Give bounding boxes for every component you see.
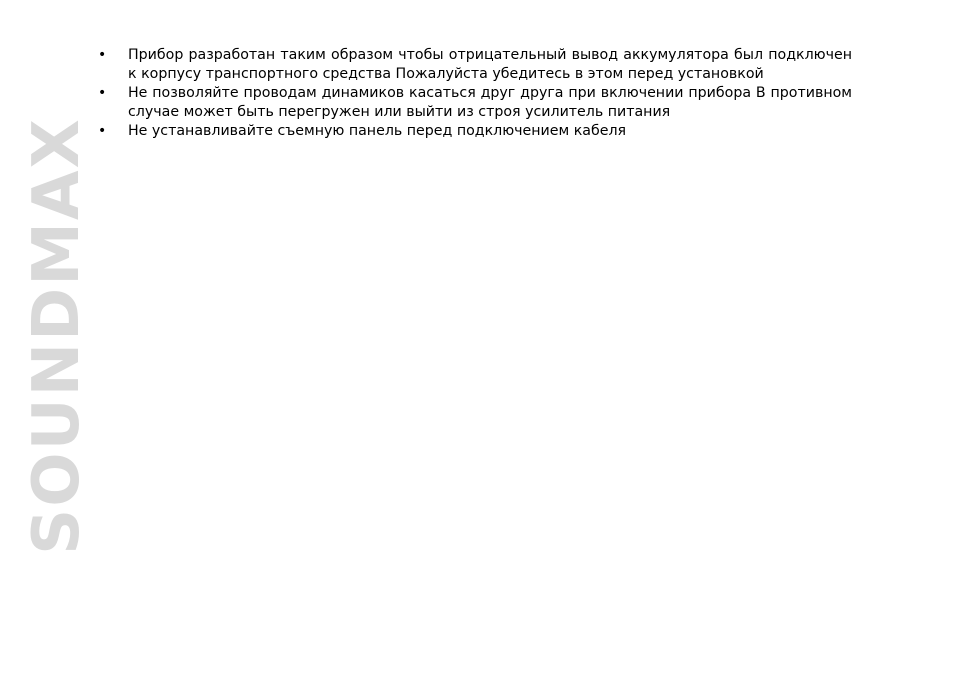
bullet-icon: • [98, 123, 107, 139]
list-item-text: Не позволяйте проводам динамиков касаться друг друга при включении прибора В противном случае может быть перегружен или выйти из строя усилитель питания [128, 85, 852, 120]
bullet-icon: • [98, 85, 107, 101]
bullet-icon: • [98, 47, 107, 63]
list-item [96, 122, 852, 141]
list-item [96, 46, 852, 84]
list-item-text: Не устанавливайте съемную панель перед подключением кабеля [128, 123, 627, 139]
list-item [96, 84, 852, 122]
brand-watermark: SOUNDMAX [20, 117, 94, 555]
instruction-list [96, 46, 852, 141]
list-item-text: Прибор разработан таким образом чтобы отрицательный вывод аккумулятора был подключен к корпусу транспортного средства Пожалуйста убедитесь в этом перед установкой [128, 47, 852, 82]
